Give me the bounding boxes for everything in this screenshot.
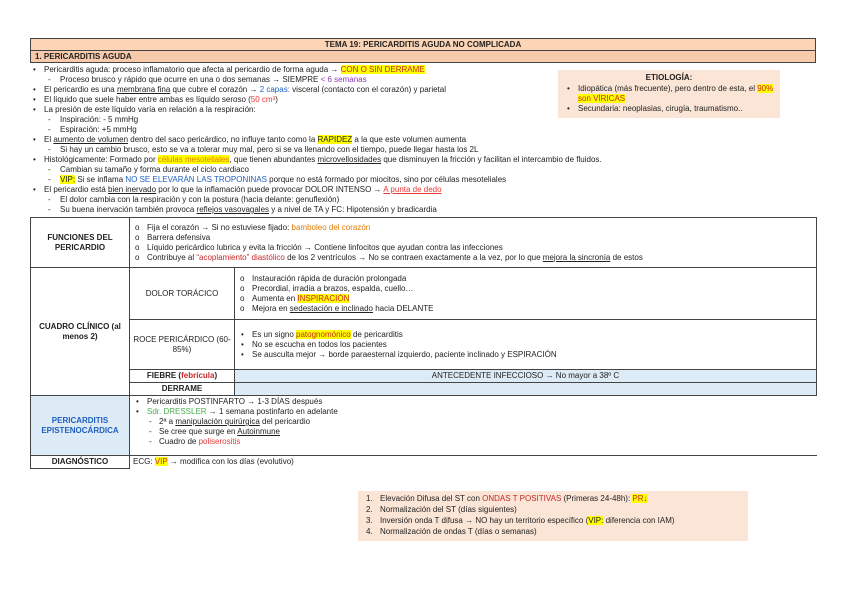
list-item: 2. Normalización del ST (días siguientes)	[366, 505, 517, 514]
list-item: • Idiopática (más frecuente), pero dentro de esta, el 90% son VÍRICAS	[564, 84, 774, 104]
etiologia-title: ETIOLOGÍA:	[645, 73, 693, 82]
funciones-label: FUNCIONES DEL PERICARDIO	[31, 218, 130, 268]
table-row	[31, 396, 817, 456]
table-row	[31, 383, 817, 396]
funciones-list	[130, 218, 817, 268]
list-item: • El pericardio está bien inervado por lo que la inflamación puede provocar DOLOR INTENSO → A punta de dedo	[30, 185, 816, 195]
ecg-stages-box	[358, 491, 748, 541]
list-item: - Espiración: +5 mmHg	[30, 125, 816, 135]
list-item: - Proceso brusco y rápido que ocurre en una o dos semanas → SIEMPRE < 6 semanas	[30, 75, 816, 85]
list-item: - Inspiración: - 5 mmHg	[30, 115, 816, 125]
epi-label: PERICARDITIS EPISTENOCÁRDICA	[31, 396, 130, 456]
section-heading: 1. PERICARDITIS AGUDA	[30, 51, 816, 63]
derrame-cell	[235, 383, 817, 396]
etiologia-box	[558, 70, 780, 118]
list-item: • Secundaria: neoplasias, cirugía, traumatismo..	[564, 104, 774, 114]
list-item: 3. Inversión onda T difusa → NO hay un territorio específico (VIP: diferencia con IAM)	[366, 516, 675, 525]
cuadro-label: CUADRO CLÍNICO (al menos 2)	[31, 268, 130, 396]
list-item: • El pericardio es una membrana fina que cubre el corazón → 2 capas: visceral (contacto con el corazón) y parietal	[30, 85, 816, 95]
list-item: • Pericarditis POSTINFARTO → 1-3 DÍAS después	[133, 397, 814, 407]
list-item: • Es un signo patognomónico de pericarditis	[238, 330, 813, 340]
list-item: 1. Elevación Difusa del ST con ONDAS T POSITIVAS (Primeras 24-48h): PR↓	[366, 494, 648, 503]
list-item: • Se ausculta mejor → borde paraesternal izquierdo, paciente inclinado y ESPIRACIÓN	[238, 350, 813, 360]
roce-label: ROCE PERICÁRDICO (60-85%)	[130, 320, 235, 370]
list-item: o Líquido pericárdico lubrica y evita la fricción → Contiene linfocitos que ayudan contra las infecciones	[133, 243, 813, 253]
dolor-list	[235, 268, 817, 320]
list-item: • Histológicamente: Formado por células mesoteliales, que tienen abundantes microvellosidades que disminuyen la fricción y facilitan el intercambio de fluidos.	[30, 155, 816, 165]
list-item: 4. Normalización de ondas T (días o semanas)	[366, 527, 537, 536]
list-item: o Contribuye al “acoplamiento” diastólico de los 2 ventrículos → No se contraen exactamente a la vez, por lo que mejora la sincronía de estos	[133, 253, 813, 263]
list-item: o Barrera defensiva	[133, 233, 813, 243]
list-item: • La presión de este líquido varía en relación a la respiración:	[30, 105, 816, 115]
summary-table	[30, 217, 817, 469]
table-row	[31, 456, 817, 469]
list-item: o Precordial, irradia a brazos, espalda, cuello…	[238, 284, 813, 294]
list-item: o Fija el corazón → Si no estuviese fijado: bamboleo del corazón	[133, 223, 813, 233]
list-item: - Cuadro de poliserositis	[133, 437, 814, 447]
roce-list	[235, 320, 817, 370]
list-item: - Se cree que surge en Autoinmune	[133, 427, 814, 437]
list-item: • No se escucha en todos los pacientes	[238, 340, 813, 350]
table-row	[31, 218, 817, 268]
list-item: - VIP: Si se inflama NO SE ELEVARÁN LAS TROPONINAS porque no está formado por miocitos, sino por células mesoteliales	[30, 175, 816, 185]
table-row	[31, 320, 817, 370]
list-item: • El líquido que suele haber entre ambas es líquido seroso (50 cm³)	[30, 95, 816, 105]
list-item: o Mejora en sedestación e inclinado hacia DELANTE	[238, 304, 813, 314]
list-item: • Sdr. DRESSLER → 1 semana postinfarto en adelante	[133, 407, 814, 417]
diagnostico-label: DIAGNÓSTICO	[31, 456, 130, 469]
dolor-label: DOLOR TORÁCICO	[130, 268, 235, 320]
table-row	[31, 370, 817, 383]
page-title: TEMA 19: PERICARDITIS AGUDA NO COMPLICADA	[30, 38, 816, 51]
list-item: - Cambian su tamaño y forma durante el ciclo cardiaco	[30, 165, 816, 175]
antecedente-cell: ANTECEDENTE INFECCIOSO → No mayor a 38º C	[235, 370, 817, 383]
epi-list	[130, 396, 817, 456]
list-item: - Su buena inervación también provoca reflejos vasovagales y a nivel de TA y FC: Hipotensión y bradicardia	[30, 205, 816, 215]
list-item: o Aumenta en INSPIRACIÓN	[238, 294, 813, 304]
list-item: • El aumento de volumen dentro del saco pericárdico, no influye tanto como la RAPIDEZ a la que este volumen aumenta	[30, 135, 816, 145]
list-item: - Si hay un cambio brusco, esto se va a tolerar muy mal, pero si se va llenando con el tiempo, puede llegar hasta los 2L	[30, 145, 816, 155]
table-row	[31, 268, 817, 320]
list-item: - El dolor cambia con la respiración y con la postura (hacia delante: genuflexión)	[30, 195, 816, 205]
fiebre-label: FIEBRE (febrícula)	[130, 370, 235, 383]
list-item: - 2ª a manipulación quirúrgica del pericardio	[133, 417, 814, 427]
derrame-label: DERRAME	[130, 383, 235, 396]
list-item: o Instauración rápida de duración prolongada	[238, 274, 813, 284]
list-item: • Pericarditis aguda: proceso inflamatorio que afecta al pericardio de forma aguda → CON O SIN DERRAME	[30, 65, 816, 75]
diagnostico-cell: ECG: VIP → modifica con los días (evolutivo)	[130, 456, 817, 469]
